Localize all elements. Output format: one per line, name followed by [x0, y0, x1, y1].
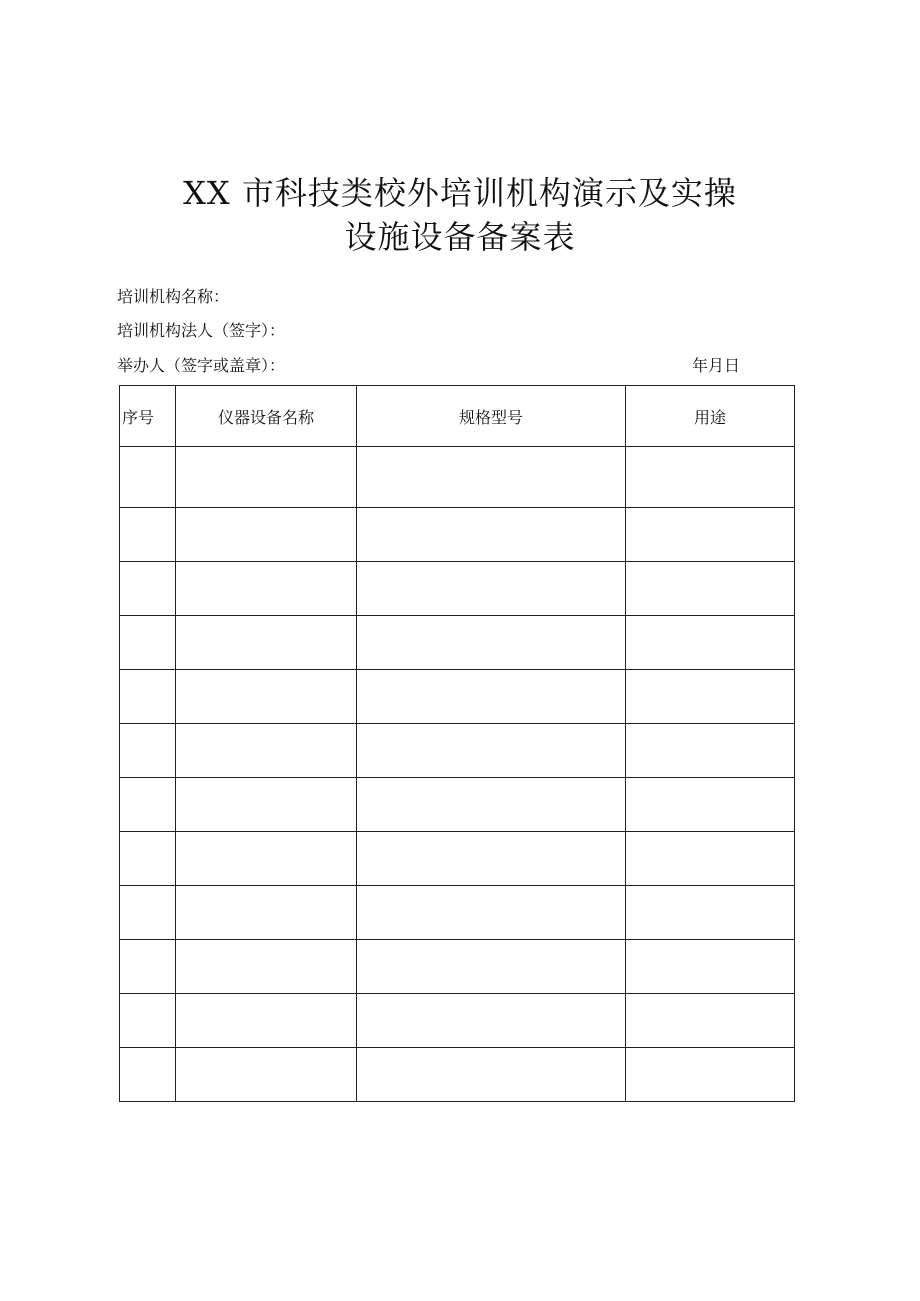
cell-purpose[interactable] [626, 670, 795, 724]
equipment-table [119, 385, 795, 1102]
cell-purpose[interactable] [626, 994, 795, 1048]
legal-person-label: 培训机构法人（签字）： [117, 321, 286, 340]
cell-model[interactable] [357, 447, 626, 508]
table-row [120, 994, 795, 1048]
cell-equipment-name[interactable] [176, 447, 357, 508]
cell-purpose[interactable] [626, 778, 795, 832]
header-model: 规格型号 [357, 386, 626, 447]
cell-purpose[interactable] [626, 724, 795, 778]
cell-purpose[interactable] [626, 447, 795, 508]
cell-serial[interactable] [120, 886, 176, 940]
cell-serial[interactable] [120, 562, 176, 616]
cell-model[interactable] [357, 724, 626, 778]
cell-model[interactable] [357, 508, 626, 562]
table-row [120, 508, 795, 562]
cell-equipment-name[interactable] [176, 562, 357, 616]
table-row [120, 616, 795, 670]
cell-serial[interactable] [120, 1048, 176, 1102]
cell-model[interactable] [357, 616, 626, 670]
cell-serial[interactable] [120, 447, 176, 508]
cell-serial[interactable] [120, 616, 176, 670]
table-row [120, 832, 795, 886]
table-row [120, 940, 795, 994]
org-name-label: 培训机构名称： [117, 287, 230, 306]
cell-serial[interactable] [120, 778, 176, 832]
cell-equipment-name[interactable] [176, 508, 357, 562]
cell-serial[interactable] [120, 508, 176, 562]
cell-purpose[interactable] [626, 940, 795, 994]
cell-serial[interactable] [120, 832, 176, 886]
header-purpose: 用途 [626, 386, 795, 447]
cell-purpose[interactable] [626, 508, 795, 562]
table-row [120, 886, 795, 940]
cell-model[interactable] [357, 994, 626, 1048]
table-row [120, 724, 795, 778]
date-label: 年月日 [692, 356, 741, 375]
cell-model[interactable] [357, 670, 626, 724]
table-row [120, 562, 795, 616]
cell-equipment-name[interactable] [176, 994, 357, 1048]
cell-model[interactable] [357, 886, 626, 940]
cell-serial[interactable] [120, 994, 176, 1048]
cell-equipment-name[interactable] [176, 1048, 357, 1102]
organizer-label: 举办人（签字或盖章）： [117, 356, 286, 375]
table-row [120, 447, 795, 508]
cell-model[interactable] [357, 778, 626, 832]
cell-model[interactable] [357, 940, 626, 994]
cell-equipment-name[interactable] [176, 670, 357, 724]
cell-purpose[interactable] [626, 562, 795, 616]
table-row [120, 1048, 795, 1102]
cell-equipment-name[interactable] [176, 940, 357, 994]
cell-serial[interactable] [120, 940, 176, 994]
cell-equipment-name[interactable] [176, 778, 357, 832]
header-equipment-name: 仪器设备名称 [176, 386, 357, 447]
page-title: XX 市科技类校外培训机构演示及实操 [183, 174, 737, 212]
cell-purpose[interactable] [626, 832, 795, 886]
table-row [120, 670, 795, 724]
cell-equipment-name[interactable] [176, 616, 357, 670]
cell-model[interactable] [357, 562, 626, 616]
cell-serial[interactable] [120, 670, 176, 724]
cell-equipment-name[interactable] [176, 832, 357, 886]
table-header-row [120, 386, 795, 447]
cell-purpose[interactable] [626, 616, 795, 670]
page-subtitle: 设施设备备案表 [344, 218, 576, 256]
cell-equipment-name[interactable] [176, 886, 357, 940]
cell-serial[interactable] [120, 724, 176, 778]
header-serial: 序号 [120, 386, 176, 447]
table-row [120, 778, 795, 832]
cell-purpose[interactable] [626, 1048, 795, 1102]
cell-purpose[interactable] [626, 886, 795, 940]
cell-model[interactable] [357, 832, 626, 886]
cell-equipment-name[interactable] [176, 724, 357, 778]
cell-model[interactable] [357, 1048, 626, 1102]
